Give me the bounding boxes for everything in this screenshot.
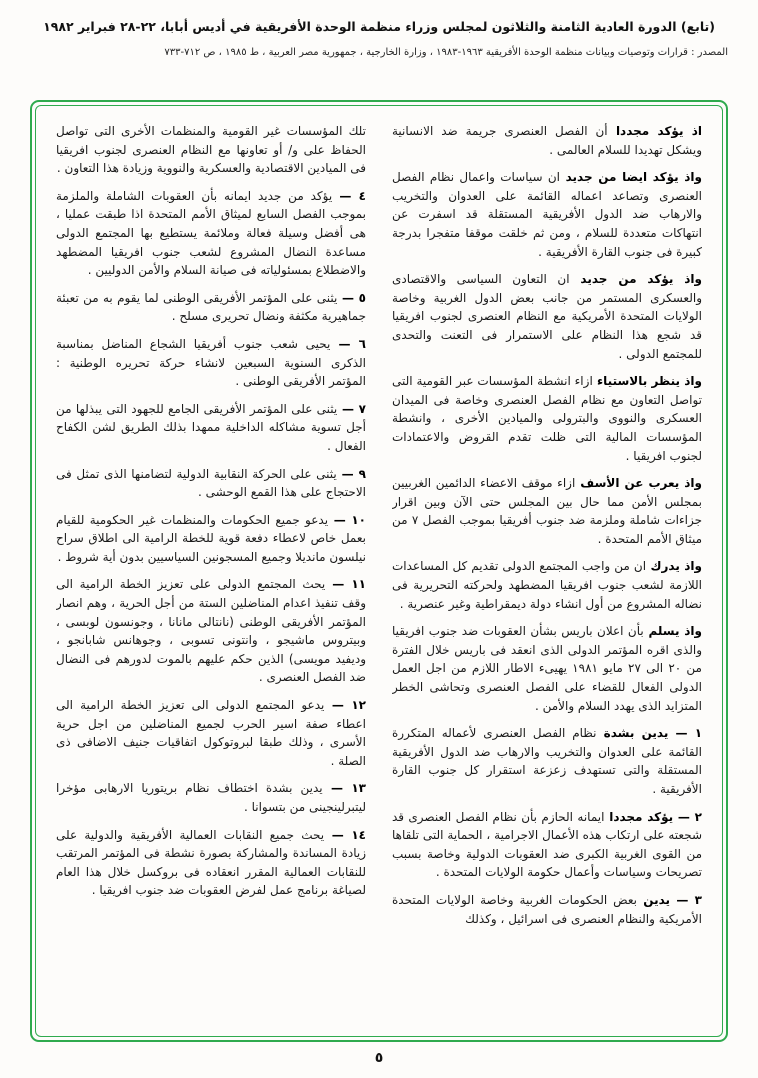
header-title: (تابع) الدورة العادية الثامنة والثلاثون لمجلس وزراء منظمة الوحدة الأفريقية في أديس أبابا، ٢٢-٢٨ فبراير ١٩٨٢ bbox=[43, 19, 715, 34]
paragraph-text: يحيى شعب جنوب أفريقيا الشجاع المناضل بمناسبة الذكرى السنوية السبعين لانشاء حركة تحريره الوطنية : المؤتمر الأفريقى الوطنى . bbox=[56, 336, 366, 389]
column-left bbox=[56, 122, 366, 1020]
paragraph bbox=[56, 465, 366, 502]
page-header bbox=[0, 18, 758, 60]
paragraph-lead: ٦ — bbox=[330, 336, 366, 351]
paragraph bbox=[56, 575, 366, 687]
paragraph-text: يدعو جميع الحكومات والمنظمات غير الحكومية للقيام بعمل خاص لاعطاء دفعة قوية للخطة الرامية الى اطلاق سراح نيلسون مانديلا وجميع المسجونين السياسيين بدون أية شروط . bbox=[56, 512, 366, 564]
header-source-line: المصدر : قرارات وتوصيات وبيانات منظمة الوحدة الأفريقية ١٩٦٣-١٩٨٣ ، وزارة الخارجية ، جمهورية مصر العربية ، ط ١٩٨٥ ، ص ٧١٢-٧٣٣ bbox=[164, 46, 728, 58]
paragraph-text: يدين بشدة اختطاف نظام بريتوريا الارهابى مؤخرا ليتبرلينجينى من بتسوانا . bbox=[56, 781, 366, 814]
paragraph-lead: واذ يؤكد من جديد bbox=[569, 272, 702, 287]
paragraph-lead: ٩ — bbox=[336, 466, 366, 481]
paragraph bbox=[56, 187, 366, 280]
paragraph bbox=[56, 400, 366, 456]
paragraph-lead: ١٢ — bbox=[324, 698, 366, 713]
paragraph-text: ان من واجب المجتمع الدولى تقديم كل المساعدات اللازمة لشعب جنوب افريقيا المضطهد ولحركته التحريرية فى نضاله المشروع من أول انشاء دولة ديمقراطية وغير عنصرية . bbox=[392, 559, 702, 611]
paragraph bbox=[56, 511, 366, 567]
paragraph-lead: ١٠ — bbox=[328, 512, 366, 527]
paragraph-text: ان سياسات واعمال نظام الفصل العنصرى وتصاعد اعماله القائمة على العدوان والتخريب والارهاب ضد الدول الأفريقية المستقلة قد اسفرت عن انتهاكات متعددة للسلام ، ومن ثم خلقت موقفا متفجرا بدرجة كبيرة فى جنوب القارة الأفريقية . bbox=[392, 170, 702, 259]
paragraph-lead: ١٣ — bbox=[322, 781, 366, 796]
paragraph bbox=[392, 724, 702, 798]
paragraph-lead: واذ يسلم bbox=[643, 624, 702, 639]
paragraph-lead: ٥ — bbox=[337, 290, 366, 305]
green-border-frame-inner bbox=[35, 105, 723, 1037]
paragraph bbox=[392, 168, 702, 261]
paragraph-lead: واذ يؤكد ايضا من جديد bbox=[559, 170, 702, 185]
paragraph-text: يؤكد من جديد ايمانه بأن العقوبات الشاملة والملزمة بموجب الفصل السابع لميثاق الأمم المتحدة اذا طبقت عمليا ، هى أفضل وسيلة فعالة وملائمة يستطيع بها المجتمع الدولى مساعدة النضال المشروع لشعب جنوب افريقيا المضطهد والاضطلاع بمسئولياته فى صيانة السلام والأمن الدوليين . bbox=[56, 188, 366, 278]
paragraph-text: ان التعاون السياسى والاقتصادى والعسكرى المستمر من جانب بعض الدول الغربية وخاصة الولايات المتحدة الأمريكية مع النظام العنصرى لجنوب افريقيا قد شجع هذا النظام على الاستمرار فى التعنت والتحدى للمجتمع الدولى . bbox=[392, 272, 702, 361]
paragraph bbox=[392, 474, 702, 548]
text-columns bbox=[56, 122, 702, 1020]
paragraph-lead: ٢ — يؤكد مجددا bbox=[604, 809, 702, 824]
paragraph-text: يثنى على المؤتمر الأفريقى الوطنى لما يقوم به من تعبئة جماهيرية مكثفة ونضال تحريرى مسلح . bbox=[56, 290, 366, 324]
paragraph-lead: ١ — يدين بشدة bbox=[596, 726, 702, 741]
paragraph-lead: ١١ — bbox=[325, 577, 366, 592]
paragraph-text: يثنى على المؤتمر الأفريقى الجامع للجهود التى يبذلها من أجل تسوية مشاكله الداخلية ممهدا بذلك الطريق لشن الكفاح الفعال . bbox=[56, 401, 366, 453]
paragraph-text: تلك المؤسسات غير القومية والمنظمات الأخرى التى تواصل الحفاظ على و/ أو تعاونها مع النظام العنصرى لجنوب افريقيا فى الميادين الاقتصادية والعسكرية والنووية وزيادة هذا التعاون . bbox=[56, 124, 366, 176]
paragraph bbox=[392, 372, 702, 465]
paragraph-text: ايمانه الحازم بأن نظام الفصل العنصرى قد شجعته على ارتكاب هذه الأعمال الاجرامية ، الحماية التى تلقاها من القوى الغربية الكبرى ضد العقوبات الدولية وخاصة بسبب تصريحات وسياسات وأعمال حكومة الولايات المتحدة . bbox=[392, 809, 702, 880]
paragraph-lead: واذ ينظر بالاستياء bbox=[592, 374, 702, 389]
paragraph-lead: واذ يدرك bbox=[646, 559, 702, 574]
paragraph bbox=[56, 335, 366, 391]
paragraph-text: بعض الحكومات الغربية وخاصة الولايات المتحدة الأمريكية والنظام العنصرى فى اسرائيل ، وكذلك bbox=[392, 892, 702, 926]
paragraph bbox=[392, 891, 702, 928]
paragraph bbox=[392, 122, 702, 159]
paragraph-lead: ٤ — bbox=[332, 188, 366, 203]
paragraph-lead: ٣ — يدين bbox=[637, 892, 702, 907]
paragraph-lead: ١٤ — bbox=[324, 827, 366, 842]
paragraph bbox=[56, 826, 366, 900]
paragraph-text: يحث المجتمع الدولى على تعزيز الخطة الرامية الى وقف تنفيذ اعدام المناضلين الستة من أجل الحرية ، وهم انصار المؤتمر الأفريقى الوطنى (نانتالى مانانا ، وجونسون لوبسى ، وبيتروس ماشيجو ، وانتونى تسوبى ، وجوهانس شابانجو ، وديفيد مويسى) الذين حكم عليهم بالموت لدورهم فى النضال ضد الفصل العنصرى . bbox=[56, 577, 366, 685]
page-number: ٥ bbox=[374, 1050, 384, 1066]
paragraph-text: أن الفصل العنصرى جريمة ضد الانسانية ويشكل تهديدا للسلام العالمى . bbox=[392, 124, 702, 157]
paragraph-text: يثنى على الحركة النقابية الدولية لتضامنها الذى تمثل فى الاحتجاج على هذا القمع الوحشى . bbox=[56, 466, 366, 500]
paragraph-lead: ٧ — bbox=[337, 401, 366, 416]
paragraph-text: ازاء انشطة المؤسسات عبر القومية التى تواصل التعاون مع نظام الفصل العنصرى وخاصة فى الميدان العسكرى والنووى والبترولى والميادين الأخرى ، وانشطة المؤسسات المالية التى ظلت تقدم القروض والاعتمادات لجنوب افريقيا . bbox=[392, 374, 702, 463]
paragraph-text: نظام الفصل العنصرى لأعماله المتكررة القائمة على العدوان والتخريب والارهاب ضد الدول الأفريقية المستقلة والتى تستهدف زعزعة استقرار كل جنوب القارة الأفريقية . bbox=[392, 726, 702, 796]
paragraph bbox=[56, 779, 366, 816]
paragraph-lead: واذ يعرب عن الأسف bbox=[575, 476, 702, 491]
paragraph-text: يحث جميع النقابات العمالية الأفريقية والدولية على زيادة المساندة والمشاركة بصورة نشطة فى المؤتمر المرتقب للنقابات العمالية المقرر انعقاده فى بروكسل خلال هذا العام لصياغة برنامج عمل لفرض العقوبات ضد جنوب افريقيا . bbox=[56, 827, 366, 898]
paragraph bbox=[392, 270, 702, 363]
paragraph bbox=[56, 289, 366, 326]
column-right bbox=[392, 122, 702, 1020]
paragraph bbox=[392, 622, 702, 715]
paragraph bbox=[392, 557, 702, 613]
paragraph-text: بأن اعلان باريس بشأن العقوبات ضد جنوب افريقيا والذى اقره المؤتمر الدولى الذى انعقد فى باريس خلال الفترة من ٢٠ الى ٢٧ مايو ١٩٨١ يهيىء الاطار اللازم من اجل العمل الدولى الفعال للقضاء على الفصل العنصرى وتحاشى الخطر المتزايد الذى يهدد السلام والأمن . bbox=[392, 624, 702, 713]
paragraph bbox=[392, 808, 702, 882]
paragraph-text: يدعو المجتمع الدولى الى تعزيز الخطة الرامية الى اعطاء صفة اسير الحرب لجميع المناضلين من اجل حرية الأسرى ، وذلك طبقا لبروتوكول اتفاقيات جنيف الاضافى ذى الصلة . bbox=[56, 698, 366, 768]
paragraph bbox=[56, 696, 366, 770]
paragraph-lead: اذ يؤكد مجددا bbox=[607, 124, 702, 138]
paragraph bbox=[56, 122, 366, 178]
green-border-frame bbox=[30, 100, 728, 1042]
paragraph-text: ازاء موقف الاعضاء الدائمين الغربيين بمجلس الأمن مما حال بين المجلس حتى الآن وبين اقرار جزاءات شاملة وملزمة ضد جنوب أفريقيا بموجب الفصل ٧ من ميثاق الأمم المتحدة . bbox=[392, 476, 702, 546]
